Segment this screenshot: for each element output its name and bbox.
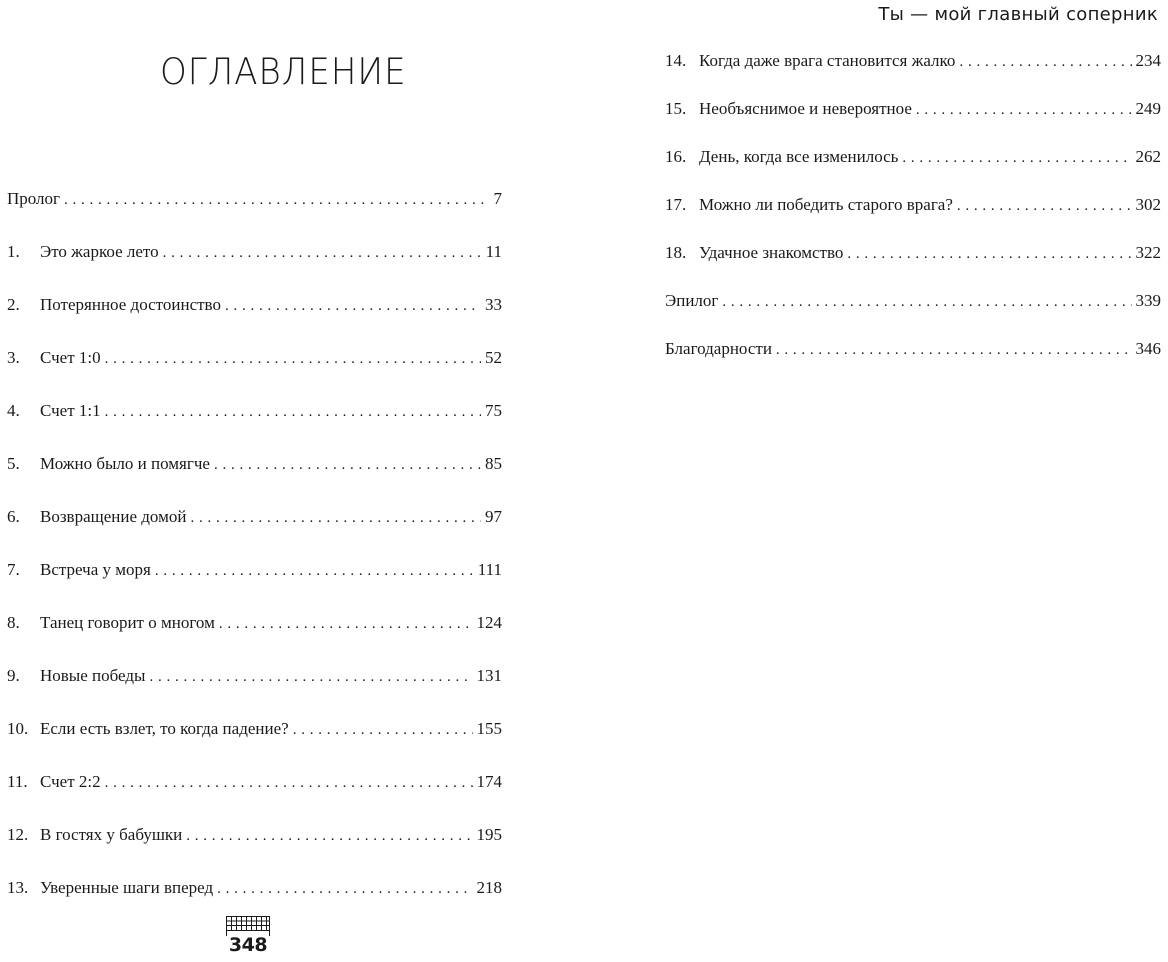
- toc-entry-page: 346: [1135, 339, 1161, 358]
- toc-entry-title: Уверенные шаги вперед: [40, 878, 214, 897]
- toc-entry-page: 75: [485, 401, 502, 420]
- toc-entry-number: 12.: [7, 825, 29, 844]
- toc-entry-page: 7: [493, 189, 502, 208]
- dot-leader: [776, 339, 1132, 361]
- toc-entry-title: Эпилог: [665, 291, 719, 310]
- toc-entry-number: 10.: [7, 719, 29, 738]
- toc-entry: [7, 294, 502, 316]
- toc-entry-page: 249: [1135, 99, 1161, 118]
- dot-leader: [190, 507, 481, 529]
- toc-entry-page: 85: [485, 454, 502, 473]
- dot-leader: [163, 242, 482, 264]
- toc-entry-page: 234: [1135, 51, 1161, 70]
- toc-entry-number: 14.: [665, 51, 687, 70]
- page-number-badge: [224, 914, 272, 960]
- toc-entry: [7, 718, 502, 740]
- toc-entry-page: 262: [1135, 147, 1161, 166]
- toc-entry: [665, 290, 1161, 312]
- toc-entry: [7, 877, 502, 899]
- toc-entry-number: 7.: [7, 560, 20, 579]
- toc-entry-title: Это жаркое лето: [40, 242, 159, 261]
- toc-entry-page: 322: [1135, 243, 1161, 262]
- toc-entry-number: 9.: [7, 666, 20, 685]
- toc-entry-title: Благодарности: [665, 339, 772, 358]
- toc-entry: [7, 771, 502, 793]
- toc-entry: [7, 347, 502, 369]
- toc-entry-title: Счет 1:1: [40, 401, 101, 420]
- dot-leader: [225, 295, 481, 317]
- toc-entry: [665, 146, 1161, 168]
- dot-leader: [155, 560, 474, 582]
- toc-entry-page: 11: [485, 242, 502, 261]
- dot-leader: [105, 348, 481, 370]
- dot-leader: [217, 878, 472, 900]
- toc-entry-page: 33: [485, 295, 502, 314]
- dot-leader: [105, 401, 481, 423]
- toc-entry-title: Если есть взлет, то когда падение?: [40, 719, 289, 738]
- toc-left-column: [7, 188, 502, 930]
- toc-entry-title: Потерянное достоинство: [40, 295, 221, 314]
- dot-leader: [214, 454, 481, 476]
- toc-entry-page: 124: [476, 613, 502, 632]
- toc-entry-title: Встреча у моря: [40, 560, 151, 579]
- toc-entry: [7, 453, 502, 475]
- toc-entry-title: Новые победы: [40, 666, 146, 685]
- toc-entry-number: 17.: [665, 195, 687, 214]
- dot-leader: [219, 613, 473, 635]
- toc-entry-number: 13.: [7, 878, 29, 897]
- toc-entry-title: Удачное знакомство: [699, 243, 844, 262]
- toc-entry: [7, 188, 502, 210]
- toc-entry-title: Когда даже врага становится жалко: [699, 51, 956, 70]
- toc-entry: [7, 665, 502, 687]
- toc-entry-number: 2.: [7, 295, 20, 314]
- toc-entry-number: 5.: [7, 454, 20, 473]
- toc-entry-number: 18.: [665, 243, 687, 262]
- page-number: 348: [228, 934, 268, 956]
- toc-entry: [7, 241, 502, 263]
- toc-entry: [7, 506, 502, 528]
- toc-entry-page: 52: [485, 348, 502, 367]
- toc-entry-title: Счет 2:2: [40, 772, 101, 791]
- toc-entry: [665, 50, 1161, 72]
- toc-entry: [7, 824, 502, 846]
- toc-entry: [7, 612, 502, 634]
- toc-entry-title: В гостях у бабушки: [40, 825, 183, 844]
- toc-entry-page: 302: [1135, 195, 1161, 214]
- dot-leader: [149, 666, 472, 688]
- dot-leader: [105, 772, 473, 794]
- toc-entry-number: 11.: [7, 772, 28, 791]
- toc-entry: [7, 400, 502, 422]
- toc-entry-number: 1.: [7, 242, 20, 261]
- toc-entry-page: 111: [477, 560, 502, 579]
- toc-entry-number: 16.: [665, 147, 687, 166]
- toc-entry: [7, 559, 502, 581]
- toc-entry-title: Танец говорит о многом: [40, 613, 215, 632]
- toc-entry-title: День, когда все изменилось: [699, 147, 899, 166]
- toc-entry-title: Возвращение домой: [40, 507, 187, 526]
- dot-leader: [847, 243, 1131, 265]
- toc-entry-title: Можно ли победить старого врага?: [699, 195, 953, 214]
- toc-entry-page: 195: [476, 825, 502, 844]
- toc-entry-number: 4.: [7, 401, 20, 420]
- dot-leader: [957, 195, 1132, 217]
- toc-entry-page: 218: [476, 878, 502, 897]
- running-header: Ты — мой главный соперник: [878, 4, 1158, 25]
- toc-entry-page: 155: [476, 719, 502, 738]
- toc-entry-number: 8.: [7, 613, 20, 632]
- toc-entry-page: 339: [1135, 291, 1161, 310]
- dot-leader: [959, 51, 1131, 73]
- toc-entry-title: Можно было и помягче: [40, 454, 210, 473]
- toc-entry: [665, 194, 1161, 216]
- dot-leader: [916, 99, 1132, 121]
- dot-leader: [902, 147, 1131, 169]
- page-number-ornament: [224, 914, 272, 936]
- toc-entry-number: 6.: [7, 507, 20, 526]
- toc-entry: [665, 242, 1161, 264]
- toc-entry-page: 131: [476, 666, 502, 685]
- toc-entry-page: 174: [476, 772, 502, 791]
- toc-right-column: [665, 50, 1161, 386]
- toc-entry-page: 97: [485, 507, 502, 526]
- toc-entry-title: Пролог: [7, 189, 61, 208]
- dot-leader: [293, 719, 473, 741]
- dot-leader: [64, 189, 489, 211]
- toc-entry-title: Счет 1:0: [40, 348, 101, 367]
- dot-leader: [722, 291, 1131, 313]
- toc-entry: [665, 338, 1161, 360]
- toc-entry-title: Необъяснимое и невероятное: [699, 99, 912, 118]
- toc-title: ОГЛАВЛЕНИЕ: [160, 50, 407, 94]
- dot-leader: [186, 825, 472, 847]
- toc-entry-number: 3.: [7, 348, 20, 367]
- toc-entry: [665, 98, 1161, 120]
- toc-entry-number: 15.: [665, 99, 687, 118]
